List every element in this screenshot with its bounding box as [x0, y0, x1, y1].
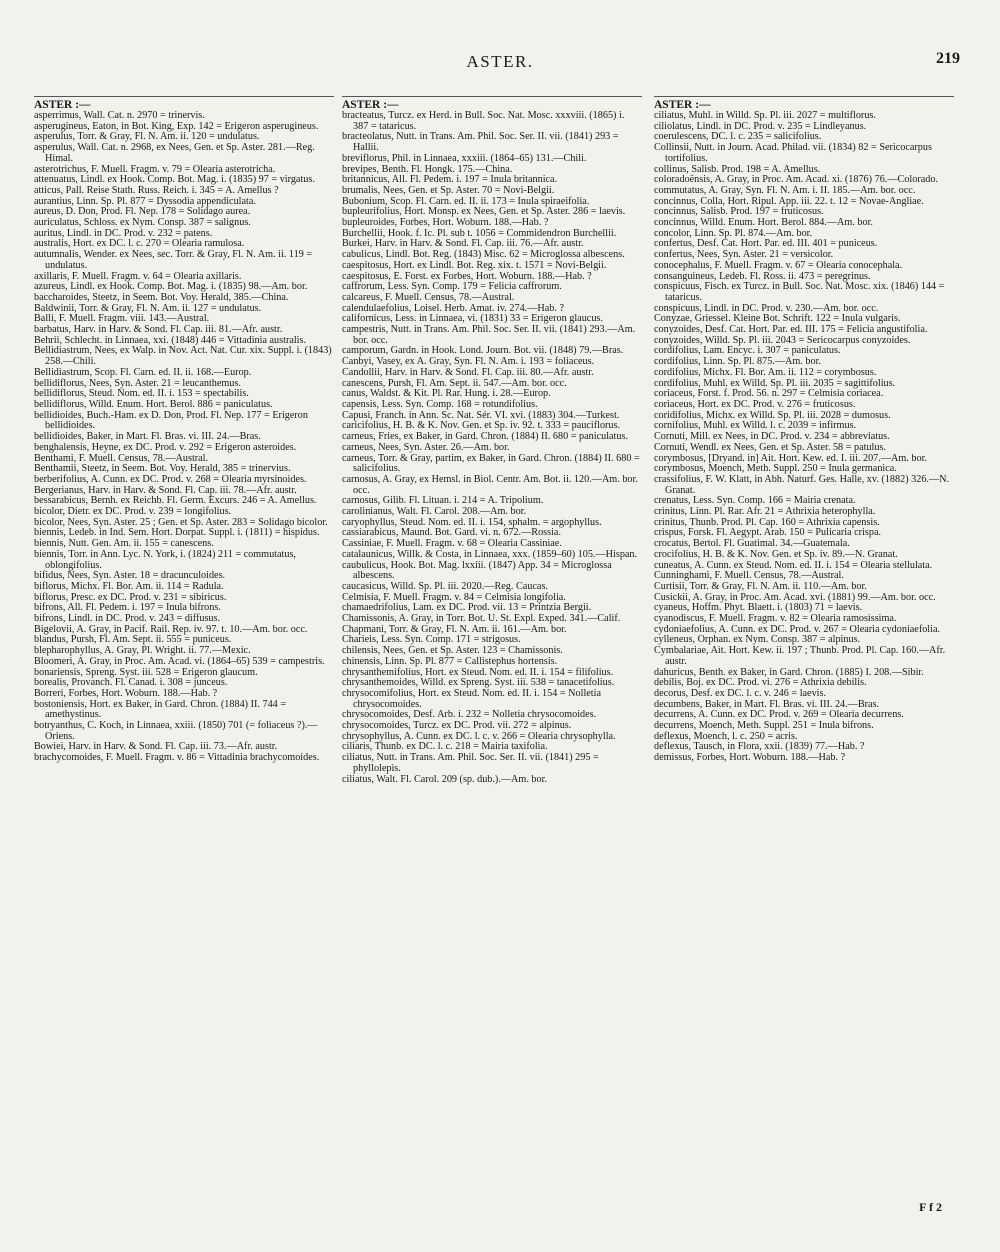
index-entry: canus, Waldst. & Kit. Pl. Rar. Hung. i. 28.—Europ. [342, 388, 551, 400]
index-entry: debilis, Boj. ex DC. Prod. vi. 276 = Athrixia debilis. [654, 677, 867, 689]
index-entry: dahuricus, Benth. ex Baker, in Gard. Chron. (1885) I. 208.—Sibir. [654, 666, 924, 678]
index-entry: bupleurifolius, Hort. Monsp. ex Nees, Gen. et Sp. Aster. 286 = laevis. [342, 206, 626, 218]
index-entry: carnosus, A. Gray, ex Hemsl. in Biol. Centr. Am. Bot. ii. 120.—Am. bor. occ. [342, 473, 638, 496]
index-entry: Collinsii, Nutt. in Journ. Acad. Philad. vii. (1834) 82 = Sericocarpus tortifolius. [654, 142, 932, 164]
index-entry: biflorus, Michx. Fl. Bor. Am. ii. 114 = Radula. [34, 580, 224, 592]
index-entry: chinensis, Linn. Sp. Pl. 877 = Callistephus hortensis. [342, 655, 558, 667]
index-entry: biennis, Ledeb. in Ind. Sem. Hort. Dorpat. Suppl. i. (1811) = hispidus. [34, 527, 320, 539]
column-3 [654, 96, 954, 1196]
index-entry: britannicus, All. Fl. Pedem. i. 197 = Inula britannica. [342, 174, 558, 186]
index-entry: conyzoides, Willd. Sp. Pl. iii. 2043 = Sericocarpus conyzoides. [654, 334, 911, 346]
index-entry: cyanodiscus, F. Muell. Fragm. v. 82 = Olearia ramosissima. [654, 613, 897, 625]
index-entry: bellidiflorus, Steud. Nom. ed. II. i. 153 = spectabilis. [34, 388, 249, 400]
column-rule [342, 96, 642, 97]
entry-list [654, 111, 954, 764]
index-entry: chrysophyllus, A. Cunn. ex DC. l. c. v. 266 = Olearia chrysophylla. [342, 730, 616, 742]
index-entry: Celmisia, F. Muell. Fragm. v. 84 = Celmisia longifolia. [342, 591, 566, 603]
index-entry: Benthami, F. Muell. Census, 78.—Austral. [34, 452, 209, 464]
index-entry: asperugineus, Eaton, in Bot. King, Exp. 142 = Erigeron asperugineus. [34, 120, 319, 132]
index-entry: Curtisii, Torr. & Gray, Fl. N. Am. ii. 110.—Am. bor. [654, 580, 867, 592]
index-entry: asperulus, Wall. Cat. n. 2968, ex Nees, Gen. et Sp. Aster. 281.—Reg. Himal. [34, 142, 315, 164]
index-entry: deflexus, Moench, l. c. 250 = acris. [654, 730, 798, 742]
index-entry: decorus, Desf. ex DC. l. c. v. 246 = laevis. [654, 687, 827, 699]
index-entry: carolinianus, Walt. Fl. Carol. 208.—Am. bor. [342, 506, 527, 518]
index-entry: concinnus, Colla, Hort. Ripul. App. iii. 22. t. 12 = Novae-Angliae. [654, 195, 924, 207]
index-entry: caespitosus, Hort. ex Lindl. Bot. Reg. xix. t. 1571 = Novi-Belgii. [342, 259, 607, 271]
index-entry: bellidioides, Buch.-Ham. ex D. Don, Prod. Fl. Nep. 177 = Erigeron bellidioides. [34, 409, 308, 432]
index-entry: baccharoides, Steetz, in Seem. Bot. Voy. Herald, 385.—China. [34, 291, 289, 303]
index-entry: biflorus, Presc. ex DC. Prod. v. 231 = sibiricus. [34, 591, 227, 603]
index-entry: axillaris, F. Muell. Fragm. v. 64 = Olearia axillaris. [34, 270, 242, 282]
index-entry: corymbosus, Moench, Meth. Suppl. 250 = Inula germanica. [654, 463, 897, 475]
index-entry: conspicuus, Lindl. in DC. Prod. v. 230.—Am. bor. occ. [654, 302, 879, 314]
index-entry: demissus, Forbes, Hort. Woburn. 188.—Hab. ? [654, 752, 846, 764]
page-number: 219 [936, 50, 960, 67]
index-entry: bracteolatus, Nutt. in Trans. Am. Phil. Soc. Ser. II. vii. (1841) 293 = Hallii. [342, 131, 619, 154]
index-entry: cordifolius, Michx. Fl. Bor. Am. ii. 112 = corymbosus. [654, 366, 877, 378]
index-entry: corymbosus, [Dryand. in] Ait. Hort. Kew. ed. I. iii. 207.—Am. bor. [654, 452, 927, 464]
index-entry: decurrens, A. Cunn. ex DC. Prod. v. 269 = Olearia decurrens. [654, 709, 904, 721]
index-entry: auriculatus, Schloss. ex Nym. Consp. 387 = salignus. [34, 217, 251, 229]
index-entry: biennis, Torr. in Ann. Lyc. N. York, i. (1824) 211 = commutatus, oblongifolius. [34, 548, 296, 571]
index-entry: ciliatus, Walt. Fl. Carol. 209 (sp. dub.).—Am. bor. [342, 773, 547, 785]
index-entry: Cunninghami, F. Muell. Census, 78.—Austral. [654, 570, 844, 582]
index-entry: Bloomeri, A. Gray, in Proc. Am. Acad. vi. (1864–65) 539 = campestris. [34, 655, 325, 667]
running-head [0, 48, 1000, 76]
index-entry: coridifolius, Michx. ex Willd. Sp. Pl. iii. 2028 = dumosus. [654, 409, 891, 421]
index-entry: brevipes, Benth. Fl. Hongk. 175.—China. [342, 163, 513, 175]
index-entry: consanguineus, Ledeb. Fl. Ross. ii. 473 = peregrinus. [654, 270, 871, 282]
index-entry: caucasicus, Willd. Sp. Pl. iii. 2020.—Reg. Caucas. [342, 580, 548, 592]
index-entry: cordifolius, Lam. Encyc. i. 307 = paniculatus. [654, 345, 841, 357]
index-entry: bonariensis, Spreng. Syst. iii. 528 = Erigeron glaucum. [34, 666, 258, 678]
index-entry: Cymbalariae, Ait. Hort. Kew. ii. 197 ; Thunb. Prod. Pl. Cap. 160.—Afr. austr. [654, 645, 946, 667]
index-entry: chilensis, Nees, Gen. et Sp. Aster. 123 = Chamissonis. [342, 645, 563, 657]
index-entry: coerulescens, DC. l. c. 235 = salicifolius. [654, 131, 822, 143]
index-entry: coloradoënsis, A. Gray, in Proc. Am. Acad. xi. (1876) 76.—Colorado. [654, 174, 938, 186]
index-entry: crinitus, Linn. Pl. Rar. Afr. 21 = Athrixia heterophylla. [654, 506, 876, 518]
index-entry: Bubonium, Scop. Fl. Carn. ed. II. ii. 173 = Inula spiraeifolia. [342, 195, 590, 207]
index-entry: deflexus, Tausch, in Flora, xxii. (1839) 77.—Hab. ? [654, 741, 865, 753]
index-entry: Bellidiastrum, Scop. Fl. Carn. ed. II. ii. 168.—Europ. [34, 366, 252, 378]
index-entry: auritus, Lindl. in DC. Prod. v. 232 = patens. [34, 227, 213, 239]
index-entry: carnosus, Gilib. Fl. Lituan. i. 214 = A. Tripolium. [342, 495, 544, 507]
index-entry: chrysocomoides, Desf. Arb. i. 232 = Nolletia chrysocomoides. [342, 709, 597, 721]
index-entry: berberifolius, A. Cunn. ex DC. Prod. v. 268 = Olearia myrsinoides. [34, 473, 307, 485]
index-entry: Burchellii, Hook. f. Ic. Pl. sub t. 1056 = Commidendron Burchellii. [342, 227, 617, 239]
index-entry: Candollii, Harv. in Harv. & Sond. Fl. Cap. iii. 80.—Afr. austr. [342, 366, 594, 378]
index-entry: Chamissonis, A. Gray, in Torr. Bot. U. St. Expl. Exped. 341.—Calif. [342, 613, 621, 625]
index-entry: Baldwinii, Torr. & Gray, Fl. N. Am. ii. 127 = undulatus. [34, 302, 262, 314]
index-entry: conspicuus, Fisch. ex Turcz. in Bull. Soc. Nat. Mosc. xix. (1846) 144 = tataricus. [654, 281, 945, 303]
index-entry: bracteatus, Turcz. ex Herd. in Bull. Soc. Nat. Mosc. xxxviii. (1865) i. 387 = tataricus. [342, 110, 625, 132]
entry-columns [34, 96, 969, 1196]
index-entry: bifidus, Nees, Syn. Aster. 18 = dracunculoides. [34, 570, 226, 582]
index-entry: Cornuti, Mill. ex Nees, in DC. Prod. v. 234 = abbreviatus. [654, 431, 890, 443]
index-entry: caespitosus, E. Forst. ex Forbes, Hort. Woburn. 188.—Hab. ? [342, 270, 592, 282]
index-entry: brumalis, Nees, Gen. et Sp. Aster. 70 = Novi-Belgii. [342, 184, 555, 196]
index-entry: caryophyllus, Steud. Nom. ed. II. i. 154, sphalm. = argophyllus. [342, 516, 602, 528]
index-entry: bupleuroides, Forbes, Hort. Woburn. 188.—Hab. ? [342, 217, 549, 229]
index-entry: ciliatus, Nutt. in Trans. Am. Phil. Soc. Ser. II. vii. (1841) 295 = phyllolepis. [342, 752, 599, 774]
index-entry: bicolor, Nees, Syn. Aster. 25 ; Gen. et Sp. Aster. 283 = Solidago bicolor. [34, 516, 328, 528]
index-entry: crinitus, Thunb. Prod. Pl. Cap. 160 = Athrixia capensis. [654, 516, 880, 528]
index-entry: crispus, Forsk. Fl. Aegypt. Arab. 150 = Pulicaria crispa. [654, 527, 882, 539]
index-entry: cassiarabicus, Maund. Bot. Gard. vi. n. 672.—Rossia. [342, 527, 562, 539]
column-heading: ASTER :— [342, 99, 399, 111]
index-entry: confertus, Nees, Syn. Aster. 21 = versicolor. [654, 249, 834, 261]
signature-mark: F f 2 [919, 1200, 942, 1214]
index-entry: decurrens, Moench, Meth. Suppl. 251 = Inula bifrons. [654, 720, 874, 732]
index-entry: brachycomoides, F. Muell. Fragm. v. 86 = Vittadinia brachycomoides. [34, 752, 320, 764]
index-entry: calcareus, F. Muell. Census, 78.—Austral. [342, 291, 515, 303]
index-entry: capensis, Less. Syn. Comp. 168 = rotundifolius. [342, 398, 538, 410]
index-entry: chrysanthemoides, Willd. ex Spreng. Syst. iii. 538 = tanacetifolius. [342, 677, 615, 689]
index-entry: Charieis, Less. Syn. Comp. 171 = strigosus. [342, 634, 521, 646]
index-entry: botryanthus, C. Koch, in Linnaea, xxiii. (1850) 701 (= foliaceus ?).—Oriens. [34, 720, 318, 742]
index-entry: crocifolius, H. B. & K. Nov. Gen. et Sp. iv. 89.—N. Granat. [654, 548, 898, 560]
index-entry: concolor, Linn. Sp. Pl. 874.—Am. bor. [654, 227, 813, 239]
index-entry: australis, Hort. ex DC. l. c. 270 = Olearia ramulosa. [34, 238, 245, 250]
index-entry: bellidiflorus, Willd. Enum. Hort. Berol. 886 = paniculatus. [34, 398, 273, 410]
index-entry: confertus, Desf. Cat. Hort. Par. ed. III. 401 = puniceus. [654, 238, 878, 250]
index-entry: cydoniaefolius, A. Cunn. ex DC. Prod. v. 267 = Olearia cydoniaefolia. [654, 623, 941, 635]
index-entry: Cornuti, Wendl. ex Nees, Gen. et Sp. Aster. 58 = patulus. [654, 441, 886, 453]
entry-list [342, 111, 642, 785]
index-entry: calendulaefolius, Loisel. Herb. Amat. iv. 274.—Hab. ? [342, 302, 564, 314]
index-entry: commutatus, A. Gray, Syn. Fl. N. Am. i. II. 185.—Am. bor. occ. [654, 184, 916, 196]
index-entry: Borreri, Forbes, Hort. Woburn. 188.—Hab. ? [34, 687, 218, 699]
index-entry: biennis, Nutt. Gen. Am. ii. 155 = canescens. [34, 538, 214, 550]
running-title: ASTER. [466, 52, 534, 71]
index-entry: cornifolius, Muhl. ex Willd. l. c. 2039 = infirmus. [654, 420, 857, 432]
index-entry: crocatus, Bertol. Fl. Guatimal. 34.—Guatemala. [654, 538, 850, 550]
index-entry: Chapmani, Torr. & Gray, Fl. N. Am. ii. 161.—Am. bor. [342, 623, 567, 635]
index-entry: Cusickii, A. Gray, in Proc. Am. Acad. xvi. (1881) 99.—Am. bor. occ. [654, 591, 936, 603]
index-entry: caffrorum, Less. Syn. Comp. 179 = Felicia caffrorum. [342, 281, 562, 293]
index-entry: cyaneus, Hoffm. Phyt. Blaett. i. (1803) 71 = laevis. [654, 602, 863, 614]
index-entry: Conyzae, Griessel. Kleine Bot. Schrift. 122 = Inula vulgaris. [654, 313, 901, 325]
column-heading: ASTER :— [34, 99, 91, 111]
index-entry: concinnus, Willd. Enum. Hort. Berol. 884.—Am. bor. [654, 217, 873, 229]
index-entry: conocephalus, F. Muell. Fragm. v. 67 = Olearia conocephala. [654, 259, 903, 271]
column-heading: ASTER :— [654, 99, 711, 111]
index-entry: chrysanthemifolius, Hort. ex Steud. Nom. ed. II. i. 154 = filifolius. [342, 666, 614, 678]
index-entry: canescens, Pursh, Fl. Am. Sept. ii. 547.—Am. bor. occ. [342, 377, 567, 389]
index-entry: bessarabicus, Bernh. ex Reichb. Fl. Germ. Excurs. 246 = A. Amellus. [34, 495, 317, 507]
index-entry: campestris, Nutt. in Trans. Am. Phil. Soc. Ser. II. vii. (1841) 293.—Am. bor. occ. [342, 324, 636, 346]
index-entry: Bellidiastrum, Nees, ex Walp. in Nov. Act. Nat. Cur. xix. Suppl. i. (1843) 258.—Chili. [34, 345, 332, 368]
index-entry: collinus, Salisb. Prod. 198 = A. Amellus. [654, 163, 821, 175]
index-entry: Behrii, Schlecht. in Linnaea, xxi. (1848) 446 = Vittadinia australis. [34, 334, 307, 346]
index-entry: crenatus, Less. Syn. Comp. 166 = Mairia crenata. [654, 495, 856, 507]
column-rule [34, 96, 334, 97]
index-entry: chrysocomifolius, Hort. ex Steud. Nom. ed. II. i. 154 = Nolletia chrysocomoides. [342, 687, 601, 710]
index-entry: caricifolius, H. B. & K. Nov. Gen. et Sp. iv. 92. t. 333 = pauciflorus. [342, 420, 621, 432]
index-entry: borealis, Provanch. Fl. Canad. i. 308 = junceus. [34, 677, 228, 689]
index-entry: bostoniensis, Hort. ex Baker, in Gard. Chron. (1884) II. 744 = amethystinus. [34, 698, 287, 721]
index-entry: cuneatus, A. Cunn. ex Steud. Nom. ed. II. i. 154 = Olearia stellulata. [654, 559, 933, 571]
index-entry: crassifolius, F. W. Klatt, in Abh. Naturf. Ges. Halle, xv. (1882) 326.—N. Granat. [654, 473, 950, 496]
index-entry: cordifolius, Linn. Sp. Pl. 875.—Am. bor. [654, 356, 821, 368]
index-entry: ciliaris, Thunb. ex DC. l. c. 218 = Mairia taxifolia. [342, 741, 548, 753]
column-rule [654, 96, 954, 97]
index-entry: carneus, Nees, Syn. Aster. 26.—Am. bor. [342, 441, 510, 453]
index-entry: autumnalis, Wender. ex Nees, sec. Torr. & Gray, Fl. N. Am. ii. 119 = undulatus. [34, 249, 313, 271]
index-entry: carneus, Fries, ex Baker, in Gard. Chron. (1884) II. 680 = paniculatus. [342, 431, 628, 443]
index-entry: catalaunicus, Willk. & Costa, in Linnaea, xxx. (1859–60) 105.—Hispan. [342, 548, 638, 560]
index-entry: blepharophyllus, A. Gray, Pl. Wright. ii. 77.—Mexic. [34, 645, 251, 657]
index-entry: coriaceus, Hort. ex DC. Prod. v. 276 = fruticosus. [654, 398, 856, 410]
index-entry: caubulicus, Hook. Bot. Mag. lxxiii. (1847) App. 34 = Microglossa albescens. [342, 559, 612, 582]
index-entry: benghalensis, Heyne, ex DC. Prod. v. 292 = Erigeron asteroides. [34, 441, 297, 453]
index-entry: cabulicus, Lindl. Bot. Reg. (1843) Misc. 62 = Microglossa albescens. [342, 249, 625, 261]
index-entry: Benthamii, Steetz, in Seem. Bot. Voy. Herald, 385 = trinervius. [34, 463, 291, 475]
entry-list [34, 111, 334, 764]
index-entry: carneus, Torr. & Gray, partim, ex Baker, in Gard. Chron. (1884) II. 680 = salicifolius. [342, 452, 640, 475]
index-entry: bellidioides, Baker, in Mart. Fl. Bras. vi. III. 24.—Bras. [34, 431, 261, 443]
index-entry: concinnus, Salisb. Prod. 197 = fruticosus. [654, 206, 824, 218]
index-entry: cordifolius, Muhl. ex Willd. Sp. Pl. iii. 2035 = sagittifolius. [654, 377, 896, 389]
column-2 [342, 96, 642, 1196]
index-entry: asperulus, Torr. & Gray, Fl. N. Am. ii. 120 = undulatus. [34, 131, 260, 143]
index-entry: Burkei, Harv. in Harv. & Sond. Fl. Cap. iii. 76.—Afr. austr. [342, 238, 584, 250]
index-entry: Bowiei, Harv. in Harv. & Sond. Fl. Cap. iii. 73.—Afr. austr. [34, 741, 278, 753]
index-entry: aurantius, Linn. Sp. Pl. 877 = Dyssodia appendiculata. [34, 195, 256, 207]
column-1 [34, 96, 334, 1196]
index-entry: Capusi, Franch. in Ann. Sc. Nat. Sér. VI. xvi. (1883) 304.—Turkest. [342, 409, 620, 421]
index-entry: asterotrichus, F. Muell. Fragm. v. 79 = Olearia asterotricha. [34, 163, 276, 175]
index-entry: Bigelovii, A. Gray, in Pacif. Rail. Rep. iv. 97. t. 10.—Am. bor. occ. [34, 623, 308, 635]
index-entry: ciliolatus, Lindl. in DC. Prod. v. 235 = Lindleyanus. [654, 120, 867, 132]
index-entry: decumbens, Baker, in Mart. Fl. Bras. vi. III. 24.—Bras. [654, 698, 880, 710]
index-entry: azureus, Lindl. ex Hook. Comp. Bot. Mag. i. (1835) 98.—Am. bor. [34, 281, 308, 293]
index-entry: chamaedrifolius, Lam. ex DC. Prod. vii. 13 = Printzia Bergii. [342, 602, 592, 614]
index-entry: attenuatus, Lindl. ex Hook. Comp. Bot. Mag. i. (1835) 97 = virgatus. [34, 174, 315, 186]
index-entry: chrysocomoides, Turcz. ex DC. Prod. vii. 272 = alpinus. [342, 720, 572, 732]
index-entry: ciliatus, Muhl. in Willd. Sp. Pl. iii. 2027 = multiflorus. [654, 110, 876, 121]
index-entry: Bergerianus, Harv. in Harv. & Sond. Fl. Cap. iii. 78.—Afr. austr. [34, 484, 297, 496]
index-entry: californicus, Less. in Linnaea, vi. (1831) 33 = Erigeron glaucus. [342, 313, 603, 325]
index-entry: bellidiflorus, Nees, Syn. Aster. 21 = leucanthemus. [34, 377, 241, 389]
index-entry: cylleneus, Orphan. ex Nym. Consp. 387 = alpinus. [654, 634, 861, 646]
index-entry: bifrons, Lindl. in DC. Prod. v. 243 = diffusus. [34, 613, 221, 625]
index-entry: barbatus, Harv. in Harv. & Sond. Fl. Cap. iii. 81.—Afr. austr. [34, 324, 283, 336]
index-entry: bicolor, Dietr. ex DC. Prod. v. 239 = longifolius. [34, 506, 232, 518]
index-entry: asperrimus, Wall. Cat. n. 2970 = trinervis. [34, 110, 205, 121]
index-entry: breviflorus, Phil. in Linnaea, xxxiii. (1864–65) 131.—Chili. [342, 152, 587, 164]
index-entry: Cassiniae, F. Muell. Fragm. v. 68 = Olearia Cassiniae. [342, 538, 562, 550]
index-entry: blandus, Pursh, Fl. Am. Sept. ii. 555 = puniceus. [34, 634, 232, 646]
index-entry: Balli, F. Muell. Fragm. viii. 143.—Austral. [34, 313, 210, 325]
index-entry: aureus, D. Don, Prod. Fl. Nep. 178 = Solidago aurea. [34, 206, 251, 218]
index-entry: camporum, Gardn. in Hook. Lond. Journ. Bot. vii. (1848) 79.—Bras. [342, 345, 624, 357]
index-entry: Canbyi, Vasey, ex A. Gray, Syn. Fl. N. Am. i. 193 = foliaceus. [342, 356, 595, 368]
index-entry: atticus, Pall. Reise Stath. Russ. Reich. i. 345 = A. Amellus ? [34, 184, 279, 196]
index-entry: bifrons, All. Fl. Pedem. i. 197 = Inula bifrons. [34, 602, 221, 614]
index-entry: coriaceus, Forst. f. Prod. 56. n. 297 = Celmisia coriacea. [654, 388, 884, 400]
index-entry: conyzoides, Desf. Cat. Hort. Par. ed. III. 175 = Felicia angustifolia. [654, 324, 928, 336]
